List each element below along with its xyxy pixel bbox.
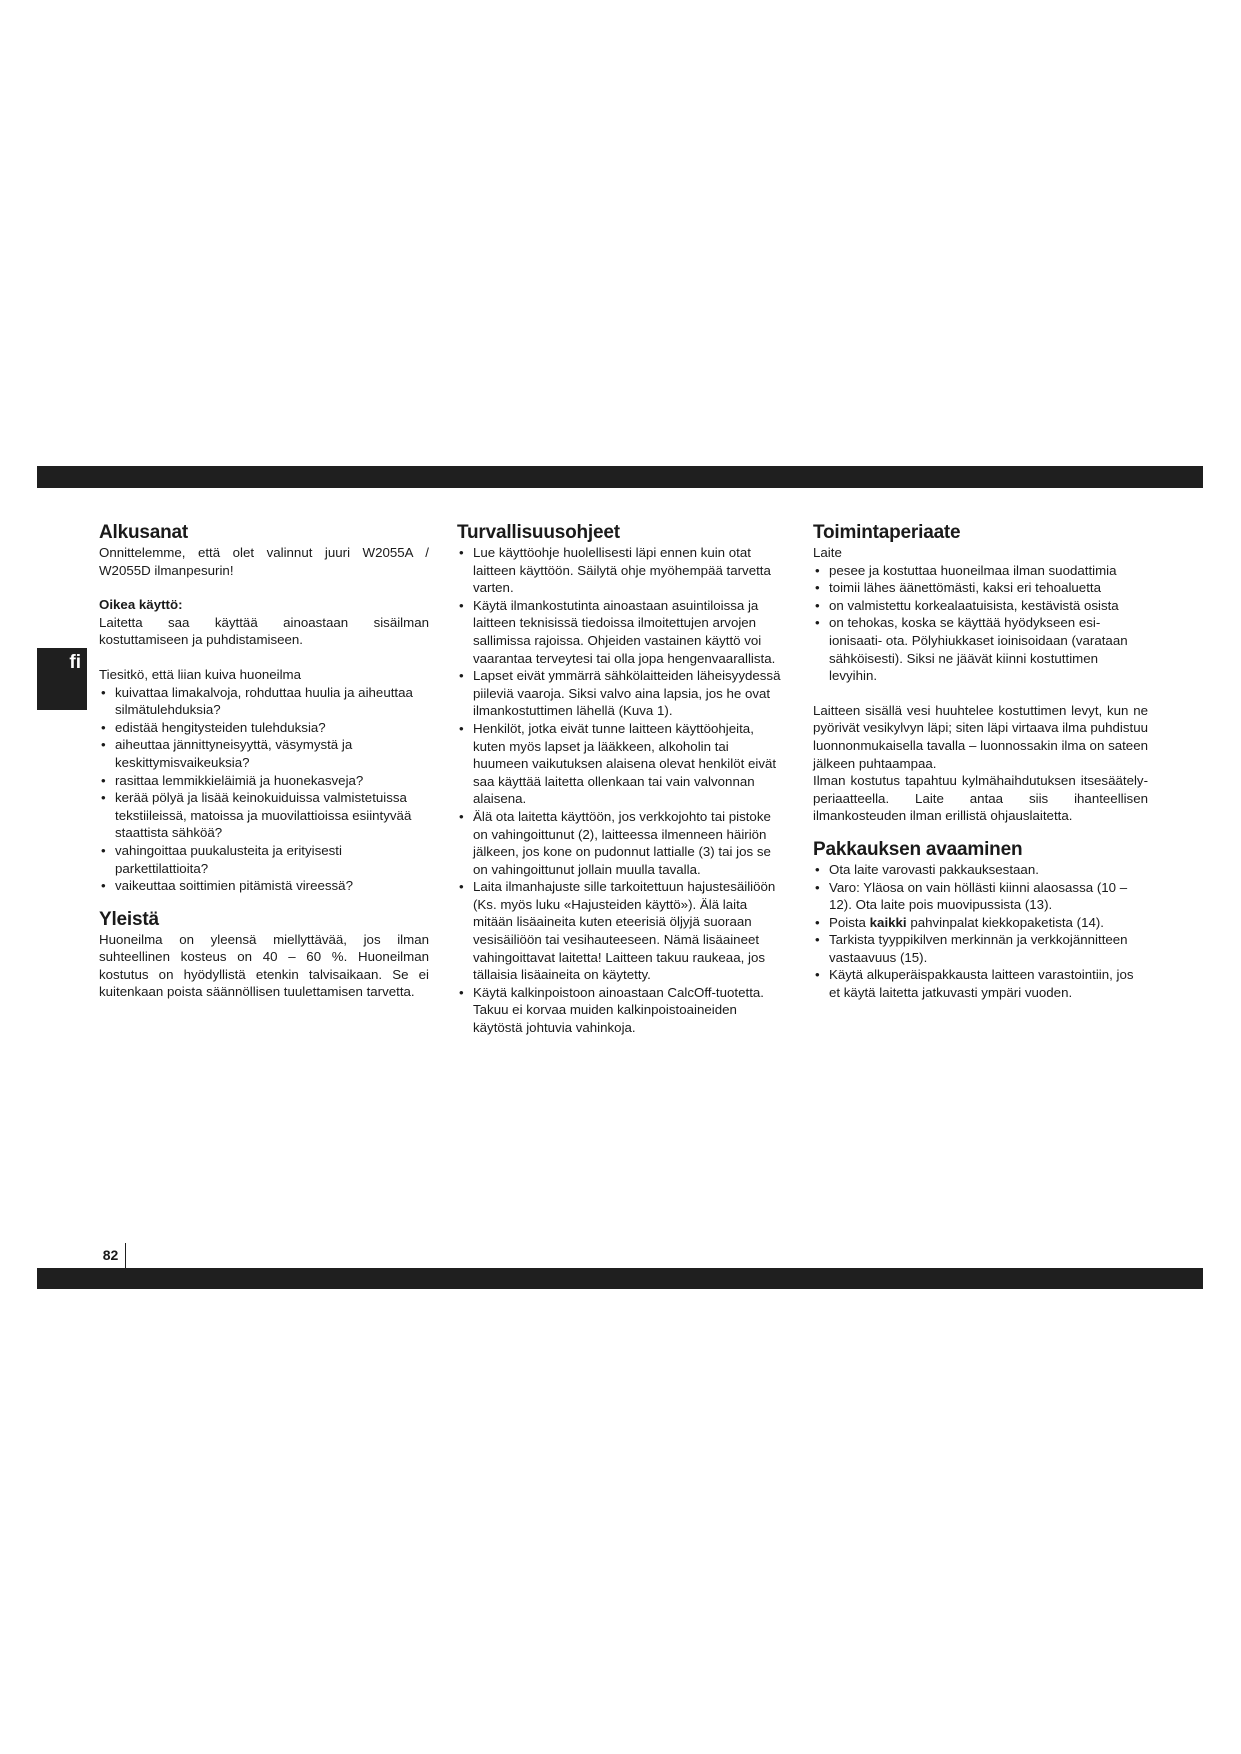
list-item: • Käytä alkuperäispakkausta laitteen varastointiin, jos et käytä laitetta jatkuvasti ympäri vuoden. (813, 966, 1148, 1001)
column-1 (99, 522, 429, 1001)
list-item: • kuivattaa limakalvoja, rohduttaa huulia ja aiheuttaa silmätulehduksia? (99, 684, 429, 719)
list-item: • Älä ota laitetta käyttöön, jos verkkojohto tai pistoke on vahingoittunut (2), laitteessa ilmenneen häiriön jälkeen, jos kone on pudonnut lattialle (3) tai jos se on vahingoittunut jollain muulla tavalla. (457, 808, 787, 878)
list-item: • Lapset eivät ymmärrä sähkölaitteiden läheisyydessä piileviä vaaroja. Siksi valvo aina lapsia, jos he ovat ilmankostuttimen lähellä (Kuva 1). (457, 667, 787, 720)
list-item: • vaikeuttaa soittimien pitämistä vireessä? (99, 877, 429, 895)
toiminta-paragraph-1: Laitteen sisällä vesi huuhtelee kostuttimen levyt, kun ne pyörivät vesikylvyn läpi; siten läpi virtaava ilma puhdistuu luonnonmukaisella tavalla – luonnossakin ilma on sateen jälkeen puhtaampaa. (813, 702, 1148, 771)
bottom-bar (37, 1268, 1203, 1289)
list-item: • pesee ja kostuttaa huoneilmaa ilman suodattimia (813, 562, 1148, 580)
list-item: • Käytä ilmankostutinta ainoastaan asuintiloissa ja laitteen teknisissä tiedoissa ilmoitettujen arvojen sallimissa rajoissa. Ohjeiden vastainen käyttö voi vaarantaa terveytesi tai olla jopa hengenvaarallista. (457, 597, 787, 667)
top-bar (37, 466, 1203, 488)
section-title-alkusanat: Alkusanat (99, 522, 189, 543)
list-item: • rasittaa lemmikkieläimiä ja huonekasveja? (99, 772, 429, 790)
list-item: • on tehokas, koska se käyttää hyödykseen esi-ionisaati- ota. Pölyhiukkaset ioinisoidaan (varataan sähköisesti). Siksi ne jäävät kiinni kostuttimen levyihin. (813, 614, 1148, 684)
pakkaus-list (813, 861, 1148, 1002)
toiminta-list (813, 562, 1148, 685)
oikea-kaytto-text: Laitetta saa käyttää ainoastaan sisäilman kostuttamiseen ja puhdistamiseen. (99, 614, 429, 648)
turvallisuus-list (457, 544, 787, 1037)
toiminta-intro: Laite (813, 545, 842, 560)
list-item-emphasis: kaikki (869, 914, 907, 930)
list-item-text: pahvinpalat kiekkopaketista (14). (906, 914, 1104, 930)
yleista-text: Huoneilma on yleensä miellyttävää, jos ilman suhteellinen kosteus on 40 – 60 %. Huoneilman kostutus on hyödyllistä etenkin talvisaikaan. Se ei kuitenkaan poista säännöllisen tuulettamisen tarvetta. (99, 931, 429, 1000)
section-title-yleista: Yleistä (99, 908, 159, 930)
list-item: • kerää pölyä ja lisää keinokuiduissa valmistetuissa tekstiileissä, matoissa ja muovilattioissa esiintyvää staattista sähköä? (99, 789, 429, 842)
list-item (813, 914, 1148, 932)
alkusanat-text: Onnittelemme, että olet valinnut juuri W2055A / W2055D ilmanpesurin! (99, 545, 429, 578)
section-title-toimintaperiaate: Toimintaperiaate (813, 522, 961, 543)
column-2 (457, 522, 787, 1037)
list-item: • on valmistettu korkealaatuisista, kestävistä osista (813, 597, 1148, 615)
list-item: • Lue käyttöohje huolellisesti läpi ennen kuin otat laitteen käyttöön. Säilytä ohje myöhempää tarvetta varten. (457, 544, 787, 597)
column-3 (813, 522, 1148, 1002)
list-item: • Laita ilmanhajuste sille tarkoitettuun hajustesäiliöön (Ks. myös luku «Hajusteiden käyttö»). Älä laita mitään lisäaineita kuten eteerisiä öljyjä suoraan vesisäiliöön tai vesihauteeseen. Nämä lisäaineet vahingoittavat laitetta! Laitteen takuu raukeaa, jos tällaisia lisäaineita on käytetty. (457, 878, 787, 984)
list-item: • aiheuttaa jännittyneisyyttä, väsymystä ja keskittymisvaikeuksia? (99, 736, 429, 771)
tiesitko-list (99, 684, 429, 895)
list-item-text: Poista (829, 914, 870, 930)
list-item: • Henkilöt, jotka eivät tunne laitteen käyttöohjeita, kuten myös lapset ja lääkkeen, alkoholin tai huumeen vaikutuksen alaisena olevat henkilöt eivät saa käyttää laitetta ollenkaan tai vain valvonnan alaisena. (457, 720, 787, 808)
list-item: • Tarkista tyyppikilven merkinnän ja verkkojännitteen vastaavuus (15). (813, 931, 1148, 966)
page-number: 82 (96, 1243, 126, 1268)
list-item: • edistää hengitysteiden tulehduksia? (99, 719, 429, 737)
oikea-kaytto-heading: Oikea käyttö: (99, 597, 183, 613)
list-item: • toimii lähes äänettömästi, kaksi eri tehoaluetta (813, 579, 1148, 597)
toiminta-paragraph-2: Ilman kostutus tapahtuu kylmähaihdutuksen itsesäätely- periaatteella. Laite antaa siis ihanteellisen ilmankosteuden ilman erillistä ohjauslaitetta. (813, 773, 1148, 824)
section-title-turvallisuusohjeet: Turvallisuusohjeet (457, 522, 620, 543)
language-tab: fi (37, 648, 87, 710)
list-item: • Käytä kalkinpoistoon ainoastaan CalcOff-tuotetta. Takuu ei korvaa muiden kalkinpoistoaineiden käytöstä johtuvia vahinkoja. (457, 984, 787, 1037)
list-item: • Ota laite varovasti pakkauksestaan. (813, 861, 1148, 879)
list-item: • Varo: Yläosa on vain höllästi kiinni alaosassa (10 – 12). Ota laite pois muovipussista (13). (813, 879, 1148, 914)
list-item: • vahingoittaa puukalusteita ja erityisesti parkettilattioita? (99, 842, 429, 877)
section-title-pakkauksen-avaaminen: Pakkauksen avaaminen (813, 838, 1023, 860)
tiesitko-intro: Tiesitkö, että liian kuiva huoneilma (99, 666, 302, 682)
